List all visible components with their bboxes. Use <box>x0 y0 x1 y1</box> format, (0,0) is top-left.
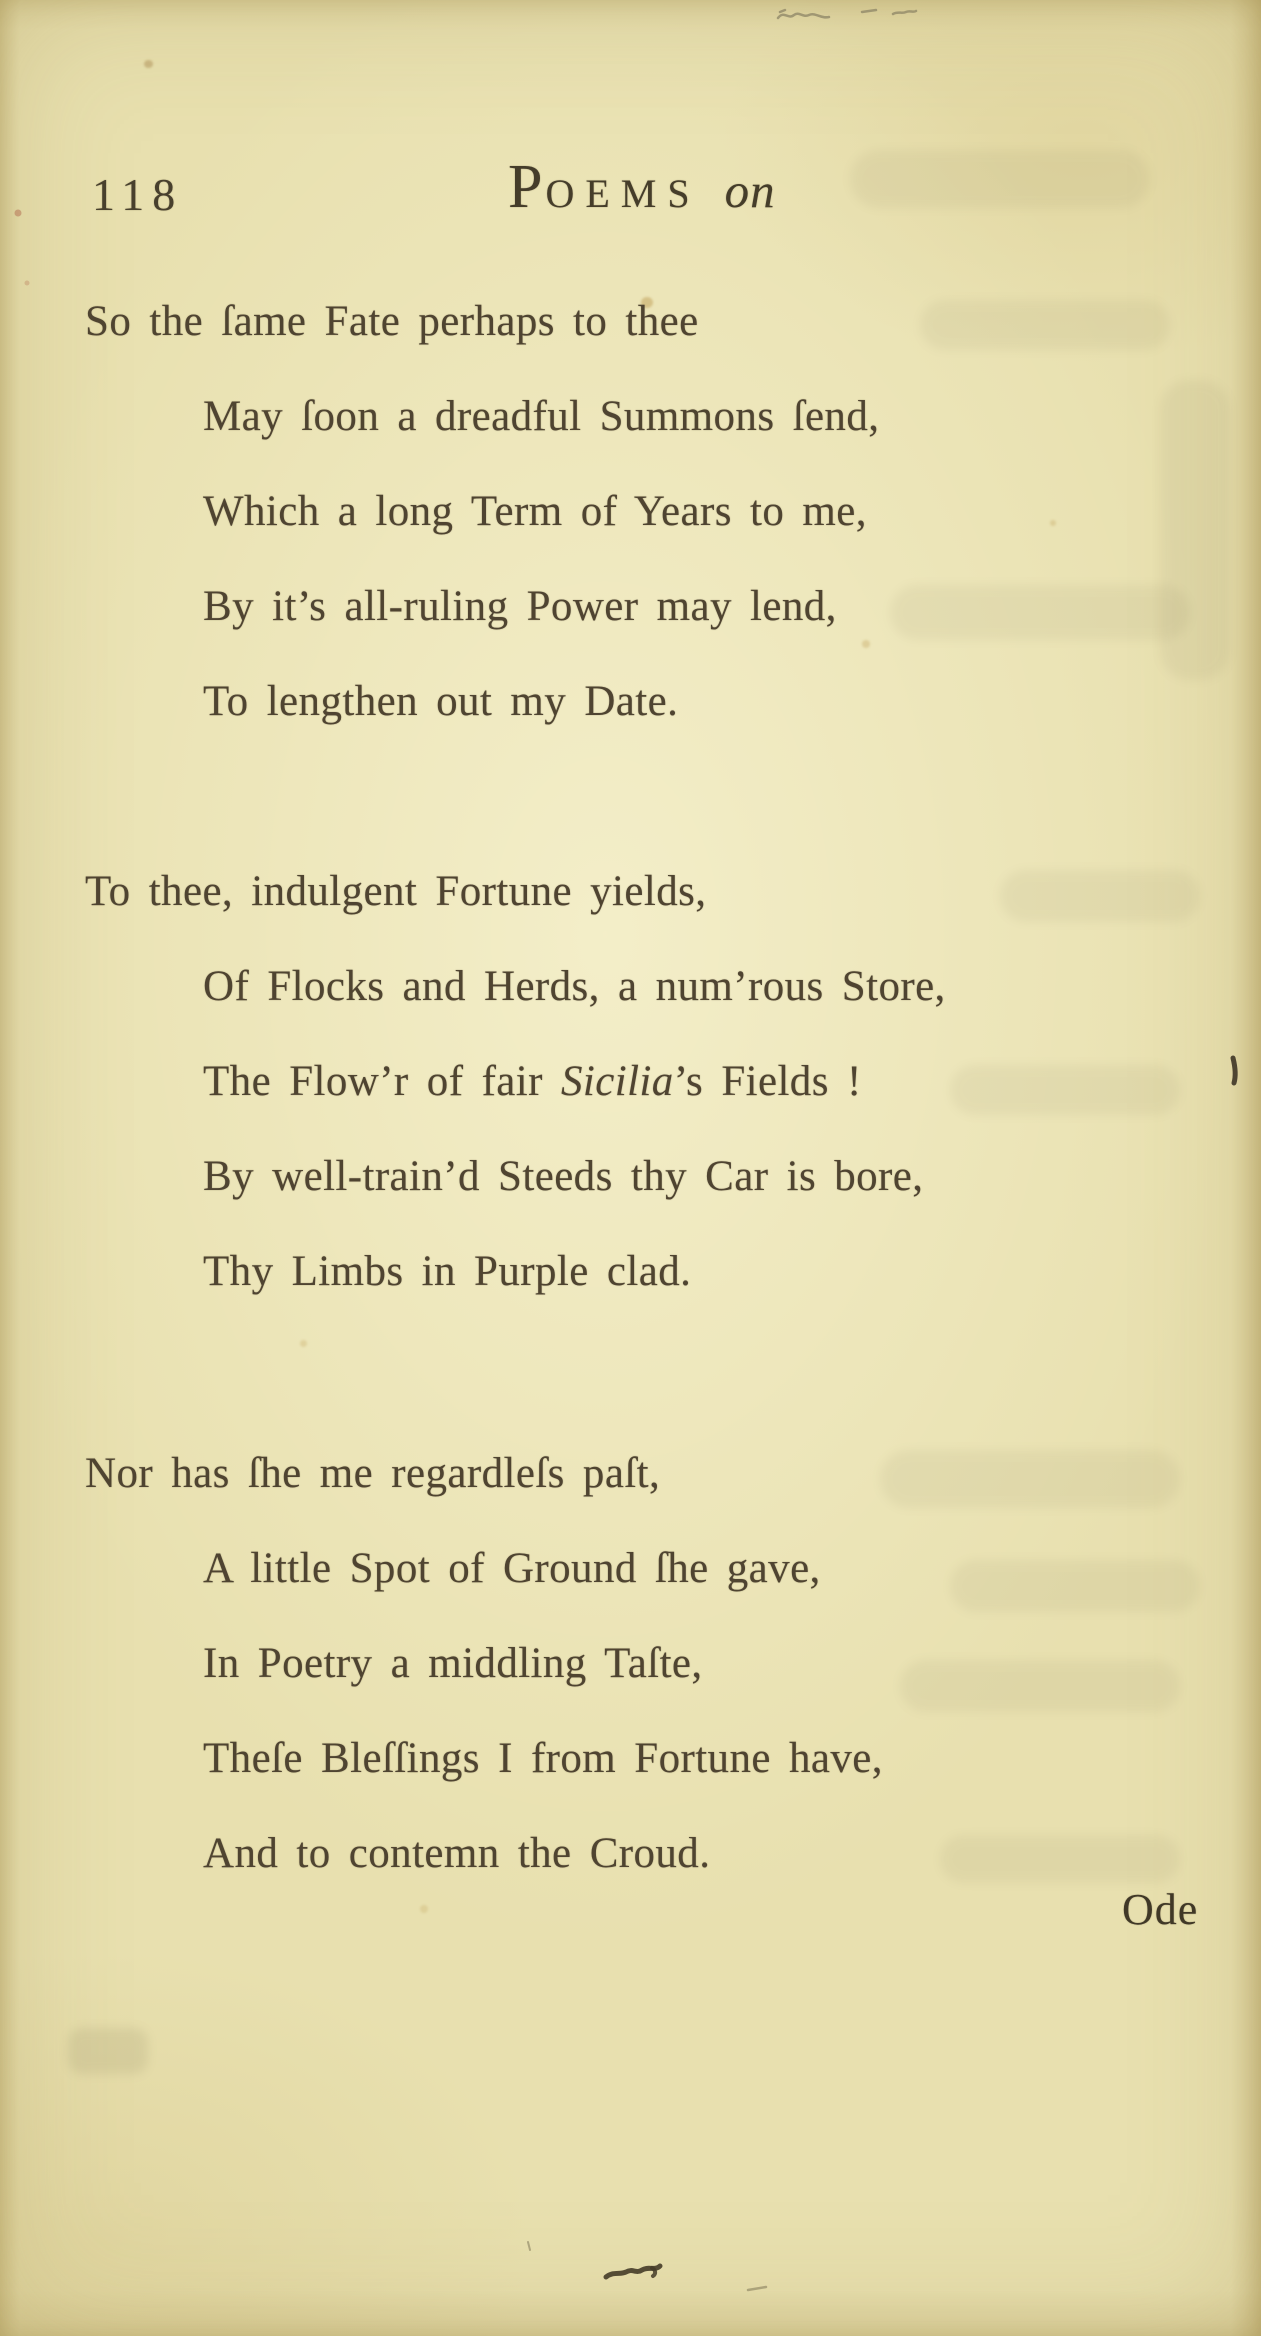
running-title-small-caps: OEMS <box>545 171 701 216</box>
poem-line <box>85 960 1165 1055</box>
line-segment: Thy Limbs in Purple clad. <box>203 1248 692 1295</box>
poem-line <box>85 1245 1165 1340</box>
poem-line <box>85 675 1165 770</box>
paper-stain <box>144 60 153 68</box>
line-segment: May ſoon a dreadful Summons ſend, <box>203 393 880 440</box>
stanza <box>85 1447 1165 1922</box>
paper-stain <box>300 1340 307 1347</box>
line-segment: Of Flocks and Herds, a num’rous Store, <box>203 963 946 1010</box>
red-speck <box>25 281 30 286</box>
poem-line <box>85 1447 1165 1542</box>
line-segment: Nor has ſhe me regardleſs paſt, <box>85 1450 661 1497</box>
line-segment: By well-train’d Steeds thy Car is bore, <box>203 1153 924 1200</box>
ink-scribble-mark <box>528 2242 766 2290</box>
pencil-scribble-mark <box>778 10 916 18</box>
running-title-initial: P <box>508 153 543 221</box>
stanza <box>85 295 1165 770</box>
poem-line <box>85 1637 1165 1732</box>
line-segment: The Flow’r of fair <box>203 1058 561 1105</box>
line-segment: ’s Fields ! <box>673 1058 862 1105</box>
catchword: Ode <box>1122 1885 1199 1934</box>
poem-line <box>85 1827 1165 1922</box>
line-segment: By it’s all-ruling Power may lend, <box>203 583 837 630</box>
line-segment: To thee, indulgent Fortune yields, <box>85 868 707 915</box>
show-through-ghost <box>68 2028 148 2074</box>
line-segment: A little Spot of Ground ſhe gave, <box>203 1545 821 1592</box>
line-segment: So the ſame Fate perhaps to thee <box>85 298 699 345</box>
poem-line <box>85 485 1165 580</box>
line-segment: In Poetry a middling Taſte, <box>203 1640 703 1687</box>
running-title <box>508 153 776 221</box>
poem-line <box>85 865 1165 960</box>
page-header <box>0 153 1261 226</box>
poem-line <box>85 1150 1165 1245</box>
line-segment: And to contemn the Croud. <box>203 1830 711 1877</box>
poem-line <box>85 390 1165 485</box>
running-title-italic-word: on <box>724 163 776 218</box>
poem-line <box>85 295 1165 390</box>
line-segment: To lengthen out my Date. <box>203 678 679 725</box>
ink-tick-mark <box>1233 1058 1235 1083</box>
line-segment: Sicilia <box>561 1058 674 1105</box>
poem-line <box>85 1732 1165 1827</box>
show-through-ghost <box>1160 380 1230 680</box>
poem-line <box>85 1542 1165 1637</box>
stanza <box>85 865 1165 1340</box>
poem-line <box>85 1055 1165 1150</box>
line-segment: Theſe Bleſſings I from Fortune have, <box>203 1735 883 1782</box>
page-number: 118 <box>92 169 184 220</box>
poem-line <box>85 580 1165 675</box>
line-segment: Which a long Term of Years to me, <box>203 488 867 535</box>
